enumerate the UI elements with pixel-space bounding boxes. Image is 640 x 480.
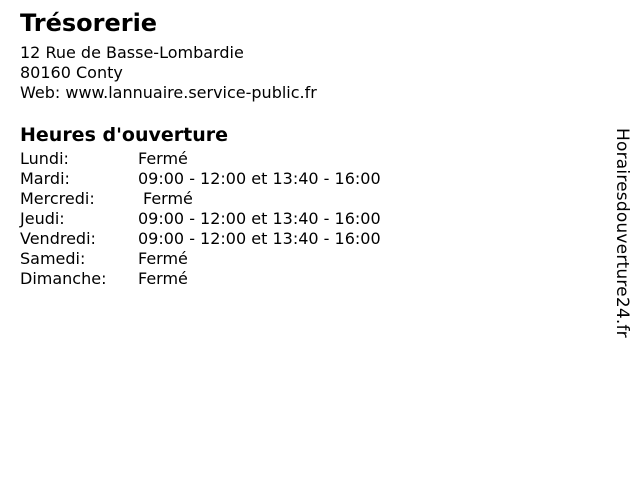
hours-row-sunday (20, 269, 381, 289)
address-street: 12 Rue de Basse-Lombardie (20, 43, 244, 62)
hours-row-friday (20, 229, 381, 249)
day-label: Mardi: (20, 169, 70, 188)
day-label: Jeudi: (20, 209, 65, 228)
hours-row-thursday (20, 209, 381, 229)
day-hours: Fermé (143, 189, 193, 208)
day-hours: 09:00 - 12:00 et 13:40 - 16:00 (138, 209, 381, 228)
day-hours: 09:00 - 12:00 et 13:40 - 16:00 (138, 169, 381, 188)
day-hours: Fermé (138, 149, 188, 168)
address-city: 80160 Conty (20, 63, 123, 82)
website-line: Web: www.lannuaire.service-public.fr (20, 83, 317, 102)
day-label: Samedi: (20, 249, 86, 268)
day-label: Lundi: (20, 149, 69, 168)
day-hours: Fermé (138, 269, 188, 288)
hours-row-wednesday (20, 189, 381, 209)
day-label: Mercredi: (20, 189, 95, 208)
hours-table (20, 149, 381, 289)
page-title: Trésorerie (20, 9, 158, 37)
address-block (20, 43, 317, 103)
day-hours: 09:00 - 12:00 et 13:40 - 16:00 (138, 229, 381, 248)
hours-row-saturday (20, 249, 381, 269)
hours-row-monday (20, 149, 381, 169)
day-hours: Fermé (138, 249, 188, 268)
day-label: Dimanche: (20, 269, 107, 288)
day-label: Vendredi: (20, 229, 96, 248)
hours-row-tuesday (20, 169, 381, 189)
hours-heading: Heures d'ouverture (20, 124, 228, 146)
watermark-brand-vertical: Horairesdouverture24.fr (612, 128, 632, 338)
